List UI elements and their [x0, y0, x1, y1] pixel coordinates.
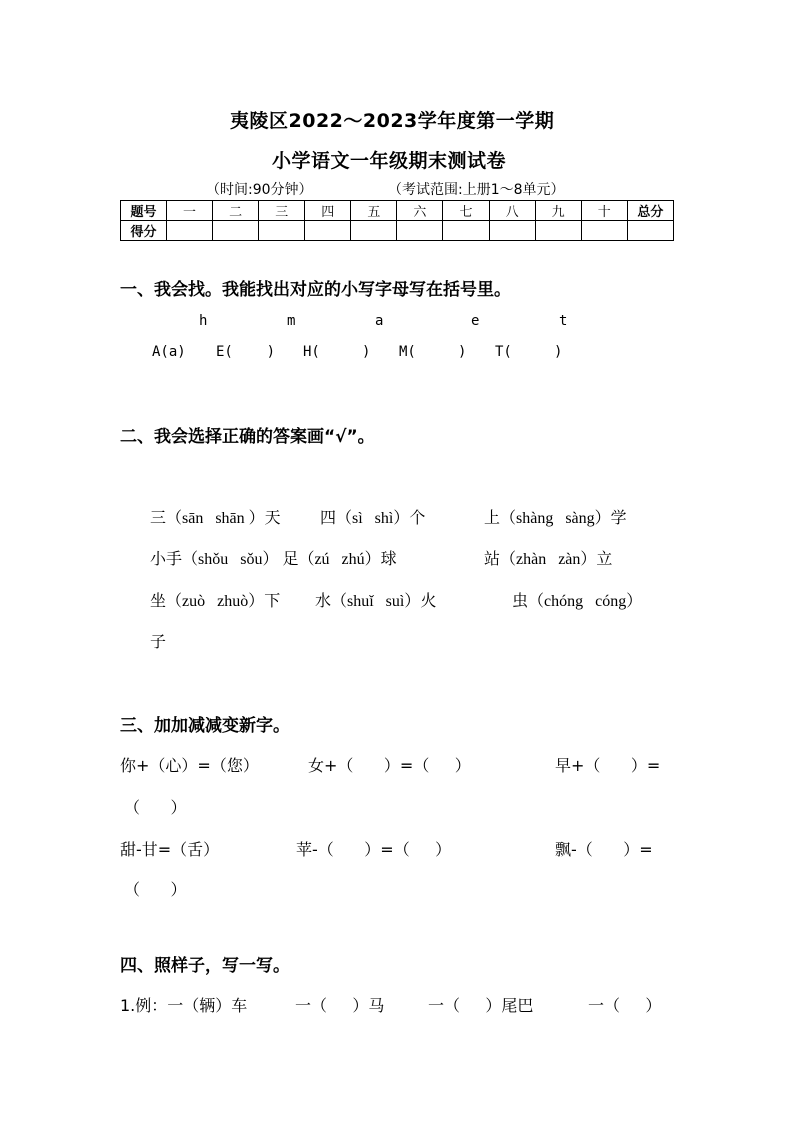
letter-h: h	[199, 313, 208, 329]
choice-shou-zu[interactable]: 小手（shǒu sǒu） 足（zú zhú）球	[150, 551, 397, 568]
scope-info: （考试范围:上册1～8单元）	[388, 182, 565, 198]
score-cell[interactable]	[489, 221, 535, 241]
score-cell[interactable]	[443, 221, 489, 241]
blank-nv[interactable]: 女+（ ）=（ ）	[308, 756, 471, 775]
measure-weiba[interactable]: 一（ ）尾巴	[428, 996, 534, 1015]
pair-e[interactable]: E( )	[216, 344, 276, 360]
pair-t[interactable]: T( )	[495, 344, 563, 360]
score-table-header-row	[121, 201, 674, 221]
col-9: 九	[535, 201, 581, 221]
row-label-score: 得分	[121, 221, 167, 241]
score-cell[interactable]	[305, 221, 351, 241]
col-8: 八	[489, 201, 535, 221]
section-2-heading: 二、我会选择正确的答案画“√”。	[120, 427, 375, 447]
pair-m[interactable]: M( )	[399, 344, 467, 360]
measure-ma[interactable]: 一（ ）马	[295, 996, 385, 1015]
time-info: （时间:90分钟）	[206, 182, 313, 198]
col-3: 三	[259, 201, 305, 221]
choice-si[interactable]: 四（sì shì）个	[320, 510, 426, 527]
title-line-1: 夷陵区2022～2023学年度第一学期	[230, 110, 555, 132]
pair-a: A(a)	[152, 344, 186, 360]
letter-e: e	[471, 313, 480, 329]
example-nin: 你+（心）=（您）	[120, 756, 259, 775]
section-1-heading: 一、我会找。我能找出对应的小写字母写在括号里。	[120, 280, 511, 300]
title-line-2: 小学语文一年级期末测试卷	[272, 150, 507, 172]
score-cell[interactable]	[581, 221, 627, 241]
blank-zao[interactable]: 早+（ ）=	[555, 756, 661, 775]
col-10: 十	[581, 201, 627, 221]
pair-h[interactable]: H( )	[303, 344, 371, 360]
col-total: 总分	[627, 201, 673, 221]
letter-a: a	[375, 313, 384, 329]
choice-chong-tail: 子	[150, 632, 167, 651]
score-cell[interactable]	[627, 221, 673, 241]
score-cell[interactable]	[213, 221, 259, 241]
choice-shang[interactable]: 上（shàng sàng）学	[484, 510, 627, 527]
score-table-score-row	[121, 221, 674, 241]
col-2: 二	[213, 201, 259, 221]
choice-chong[interactable]: 虫（chóng cóng）	[512, 593, 643, 610]
letter-t: t	[559, 313, 568, 329]
blank-zao-result[interactable]: （ ）	[124, 798, 187, 817]
score-cell[interactable]	[535, 221, 581, 241]
blank-piao[interactable]: 飘-（ ）=	[555, 840, 653, 859]
score-table	[120, 200, 674, 241]
choice-san[interactable]: 三（sān shān ）天	[150, 510, 281, 527]
col-7: 七	[443, 201, 489, 221]
col-5: 五	[351, 201, 397, 221]
letter-m: m	[287, 313, 296, 329]
col-4: 四	[305, 201, 351, 221]
score-cell[interactable]	[351, 221, 397, 241]
measure-blank[interactable]: 一（ ）	[588, 996, 662, 1015]
section-3-heading: 三、加加减减变新字。	[120, 716, 290, 736]
col-1: 一	[167, 201, 213, 221]
blank-piao-result[interactable]: （ ）	[124, 880, 187, 899]
row-label-question-number: 题号	[121, 201, 167, 221]
score-cell[interactable]	[167, 221, 213, 241]
col-6: 六	[397, 201, 443, 221]
score-cell[interactable]	[397, 221, 443, 241]
measure-example: 1.例：一（辆）车	[120, 996, 248, 1015]
choice-zhan[interactable]: 站（zhàn zàn）立	[484, 551, 613, 568]
blank-ping[interactable]: 苹-（ ）=（ ）	[296, 840, 452, 859]
example-tian: 甜-甘=（舌）	[120, 840, 220, 859]
score-cell[interactable]	[259, 221, 305, 241]
section-4-heading: 四、照样子，写一写。	[120, 956, 290, 976]
choice-zuo[interactable]: 坐（zuò zhuò）下	[150, 593, 281, 610]
choice-shui[interactable]: 水（shuǐ suì）火	[315, 593, 437, 610]
